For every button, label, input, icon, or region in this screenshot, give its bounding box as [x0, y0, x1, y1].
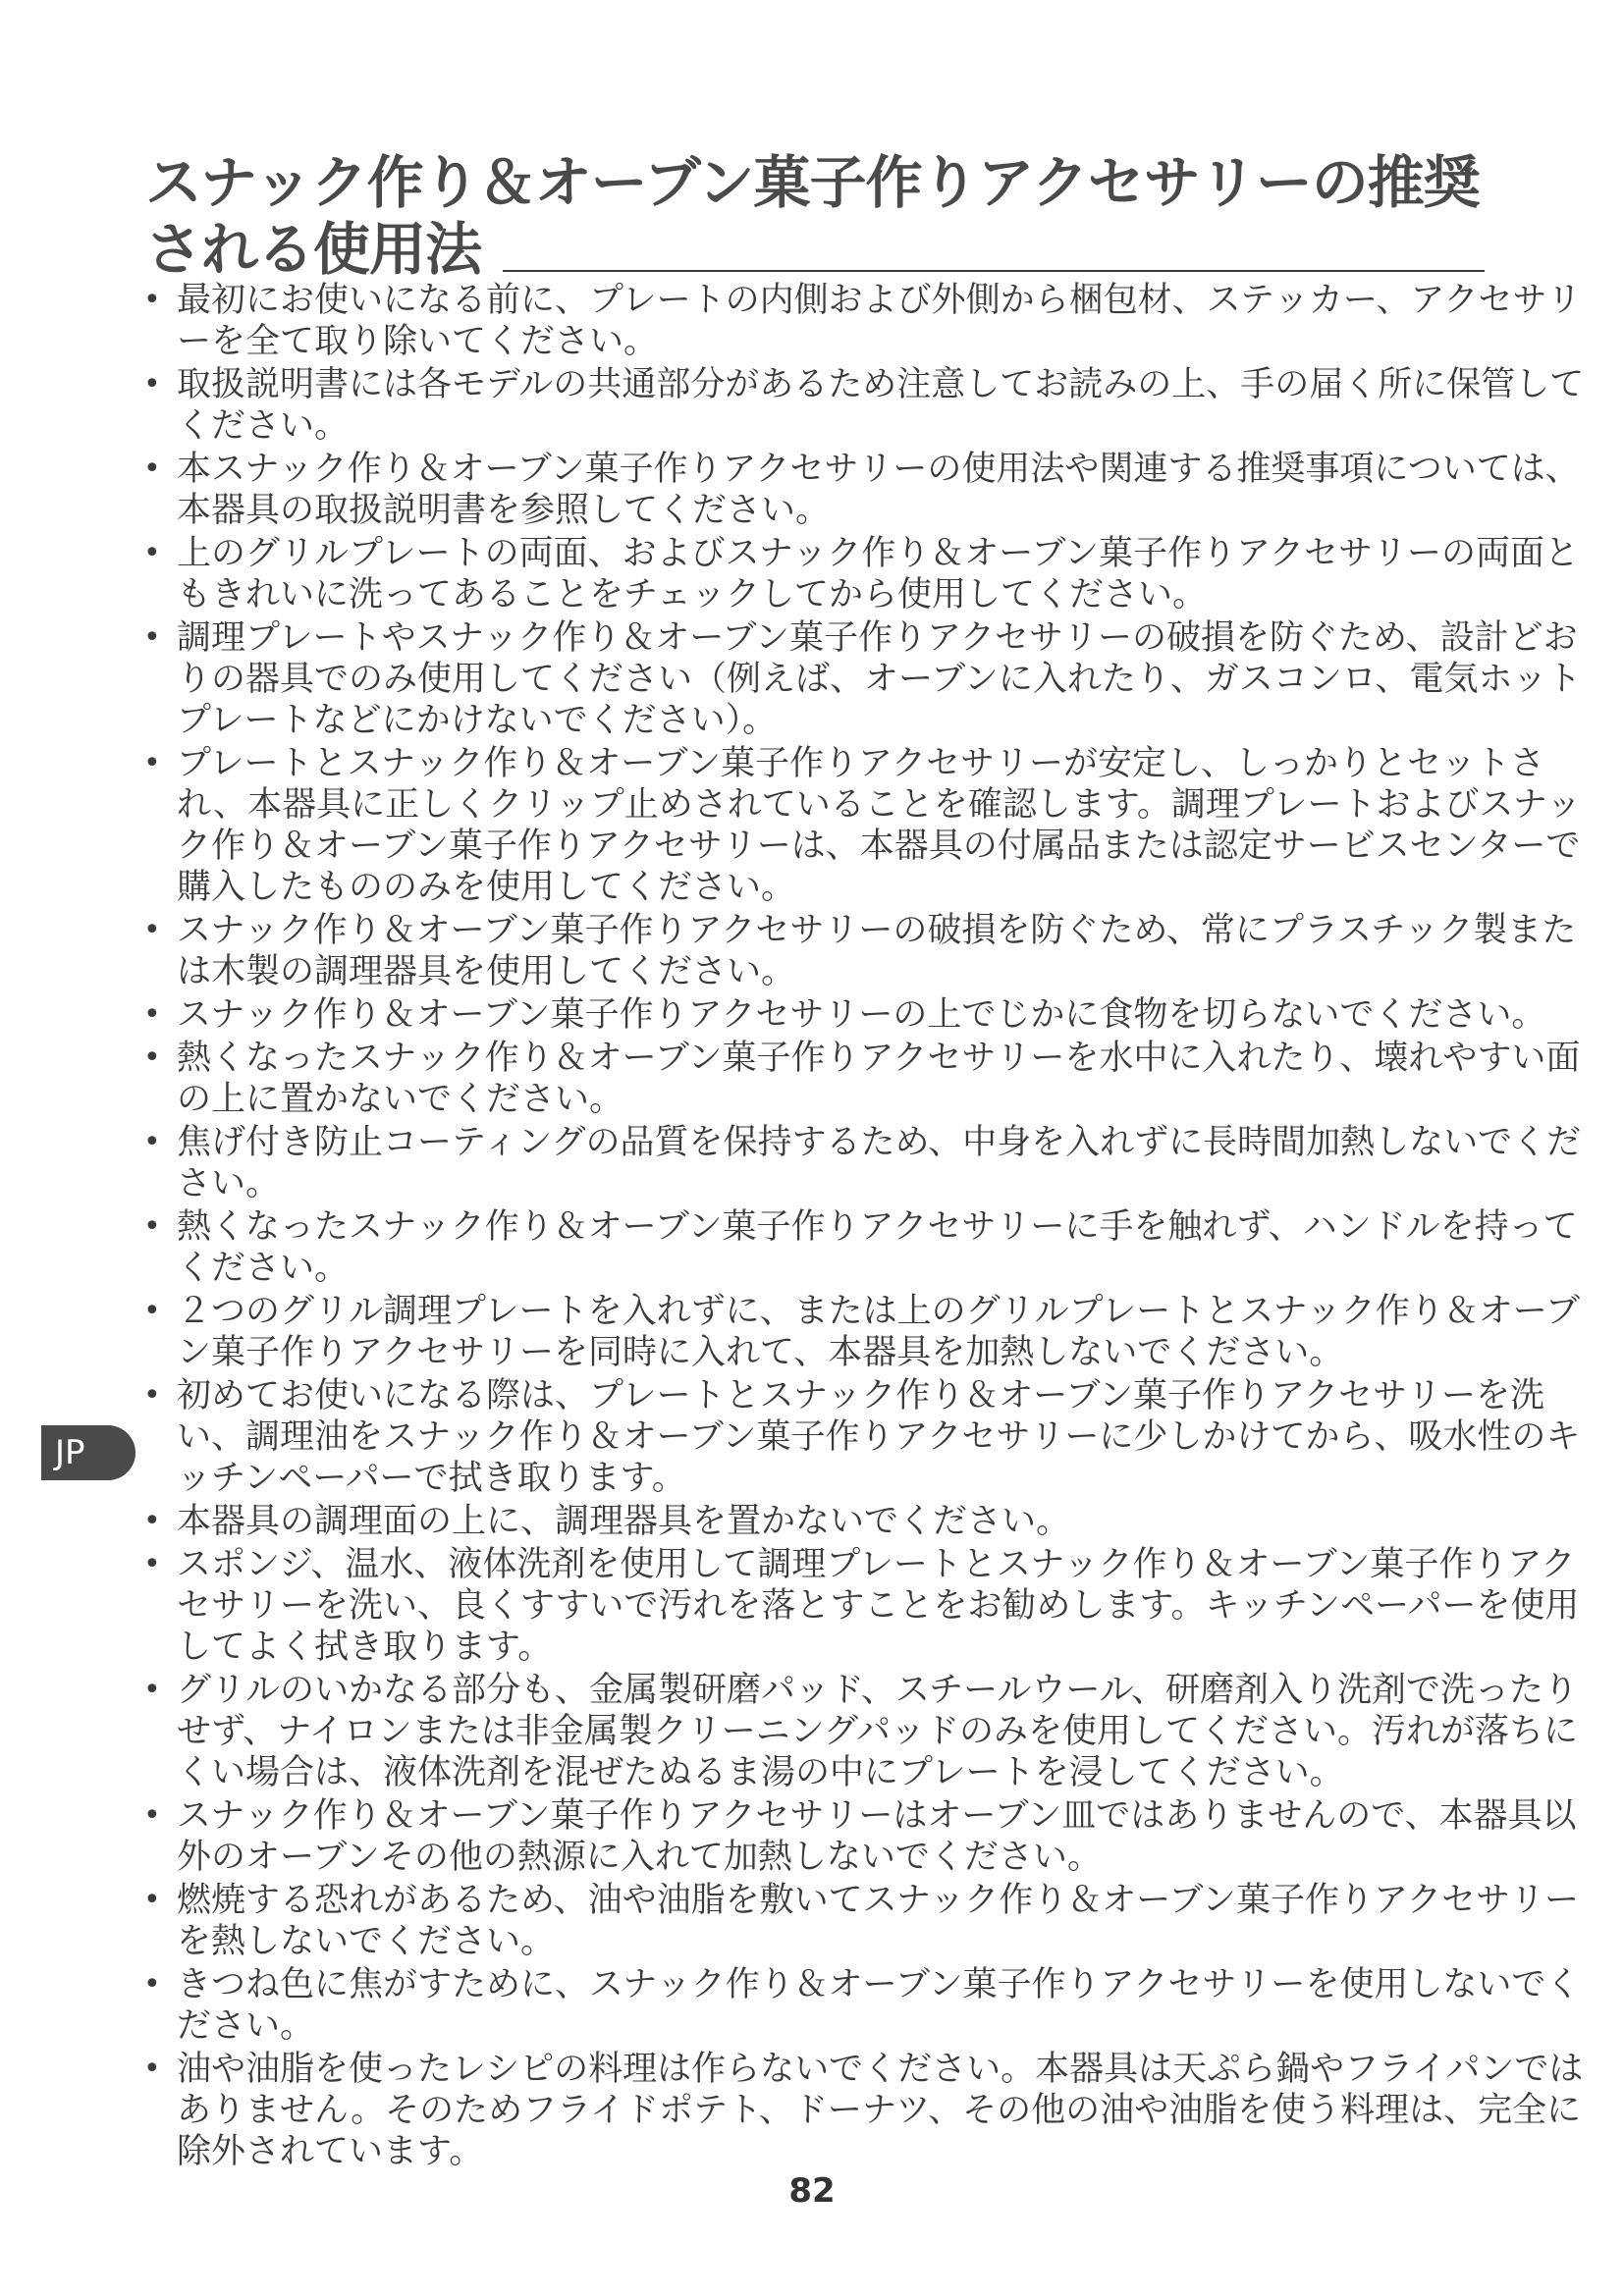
list-item	[137, 364, 1591, 447]
list-item	[137, 1375, 1591, 1499]
list-item	[137, 994, 1591, 1036]
bullet-icon: •	[143, 2052, 161, 2086]
list-item-text: 最初にお使いになる前に、プレートの内側および外側から梱包材、ステッカー、アクセサリーを全て取り除いてください。	[177, 281, 1582, 361]
list-item-text: 熱くなったスナック作り＆オーブン菓子作りアクセサリーに手を触れず、ハンドルを持ってください。	[177, 1207, 1578, 1288]
list-item	[137, 1038, 1591, 1120]
bullet-icon: •	[143, 1294, 161, 1328]
list-item-text: 油や油脂を使ったレシピの料理は作らないでください。本器具は天ぷら鍋やフライパンではありません。そのためフライドポテト、ドーナツ、その他の油や油脂を使う料理は、完全に除外されています。	[177, 2050, 1584, 2171]
list-item-text: スナック作り＆オーブン菓子作りアクセサリーの上でじかに食物を切らないでください。	[177, 995, 1546, 1035]
list-item	[137, 1291, 1591, 1373]
list-item-text: 取扱説明書には各モデルの共通部分があるため注意してお読みの上、手の届く所に保管してください。	[177, 365, 1585, 446]
bullet-icon: •	[143, 1883, 161, 1917]
list-item	[137, 743, 1591, 908]
list-item	[137, 449, 1591, 531]
bullet-icon: •	[143, 1041, 161, 1075]
list-item-text: 初めてお使いになる際は、プレートとスナック作り＆オーブン菓子作りアクセサリーを洗い、調理油をスナック作り＆オーブン菓子作りアクセサリーに少しかけてから、吸水性のキッチンペーパーで拭き取ります。	[177, 1376, 1581, 1498]
list-item-text: 上のグリルプレートの両面、およびスナック作り＆オーブン菓子作りアクセサリーの両面ともきれいに洗ってあることをチェックしてから使用してください。	[177, 534, 1580, 614]
list-item-text: 本スナック作り＆オーブン菓子作りアクセサリーの使用法や関連する推奨事項については、本器具の取扱説明書を参照してください。	[177, 450, 1580, 530]
list-item-text: 本器具の調理面の上に、調理器具を置かないでください。	[177, 1502, 1071, 1541]
bullet-icon: •	[143, 1967, 161, 2002]
list-item	[137, 910, 1591, 992]
bullet-icon: •	[143, 1125, 161, 1159]
title-underline	[503, 270, 1485, 272]
list-item	[137, 1206, 1591, 1289]
bullet-icon: •	[143, 620, 161, 655]
list-item	[137, 1544, 1591, 1668]
list-item-text: プレートとスナック作り＆オーブン菓子作りアクセサリーが安定し、しっかりとセットされ、本器具に正しくクリップ止めされていることを確認します。調理プレートおよびスナック作り＆オーブン菓子作りアクセサリーは、本器具の付属品または認定サービスセンターで購入したもののみを使用してください。	[177, 744, 1582, 907]
list-item-text: 燃焼する恐れがあるため、油や油脂を敷いてスナック作り＆オーブン菓子作りアクセサリーを熱しないでください。	[177, 1881, 1580, 1961]
list-item	[137, 1880, 1591, 1962]
list-item-text: グリルのいかなる部分も、金属製研磨パッド、スチールウール、研磨剤入り洗剤で洗ったりせず、ナイロンまたは非金属製クリーニングパッドのみを使用してください。汚れが落ちにくい場合は、液体洗剤を混ぜたぬるま湯の中にプレートを浸してください。	[177, 1671, 1578, 1792]
list-item	[137, 1122, 1591, 1204]
list-item-text: 焦げ付き防止コーティングの品質を保持するため、中身を入れずに長時間加熱しないでください。	[177, 1123, 1582, 1203]
list-item-text: スポンジ、温水、液体洗剤を使用して調理プレートとスナック作り＆オーブン菓子作りアクセサリーを洗い、良くすすいで汚れを落とすことをお勧めします。キッチンペーパーを使用してよく拭き取ります。	[177, 1545, 1580, 1667]
bullet-icon: •	[143, 1209, 161, 1244]
guidelines-list	[137, 280, 1591, 2174]
list-item	[137, 1501, 1591, 1542]
bullet-icon: •	[143, 367, 161, 401]
list-item	[137, 1670, 1591, 1793]
list-item	[137, 1795, 1591, 1878]
bullet-icon: •	[143, 283, 161, 317]
list-item-text: 調理プレートやスナック作り＆オーブン菓子作りアクセサリーの破損を防ぐため、設計どおりの器具でのみ使用してください（例えば、オーブンに入れたり、ガスコンロ、電気ホットプレートなどにかけないでください）。	[177, 618, 1582, 740]
list-item-text: ２つのグリル調理プレートを入れずに、または上のグリルプレートとスナック作り＆オーブン菓子作りアクセサリーを同時に入れて、本器具を加熱しないでください。	[177, 1292, 1581, 1372]
list-item	[137, 2049, 1591, 2172]
bullet-icon: •	[143, 1798, 161, 1833]
bullet-icon: •	[143, 1547, 161, 1581]
list-item-text: きつね色に焦がすために、スナック作り＆オーブン菓子作りアクセサリーを使用しないでください。	[177, 1965, 1581, 2046]
bullet-icon: •	[143, 997, 161, 1032]
bullet-icon: •	[143, 746, 161, 780]
bullet-icon: •	[143, 1673, 161, 1707]
page-number: 82	[788, 2171, 836, 2211]
list-item	[137, 280, 1591, 362]
language-tab: JP	[41, 1425, 135, 1480]
list-item	[137, 617, 1591, 741]
bullet-icon: •	[143, 1504, 161, 1538]
list-item	[137, 533, 1591, 615]
bullet-icon: •	[143, 1378, 161, 1413]
list-item-text: スナック作り＆オーブン菓子作りアクセサリーはオーブン皿ではありませんので、本器具以外のオーブンその他の熱源に入れて加熱しないでください。	[177, 1796, 1577, 1877]
bullet-icon: •	[143, 536, 161, 570]
list-item-text: スナック作り＆オーブン菓子作りアクセサリーの破損を防ぐため、常にプラスチック製または木製の調理器具を使用してください。	[177, 911, 1577, 991]
list-item	[137, 1964, 1591, 2047]
bullet-icon: •	[143, 452, 161, 486]
list-item-text: 熱くなったスナック作り＆オーブン菓子作りアクセサリーを水中に入れたり、壊れやすい面の上に置かないでください。	[177, 1039, 1581, 1119]
bullet-icon: •	[143, 913, 161, 947]
page-title: スナック作り＆オーブン菓子作りアクセサリーの推奨される使用法	[145, 149, 1480, 283]
